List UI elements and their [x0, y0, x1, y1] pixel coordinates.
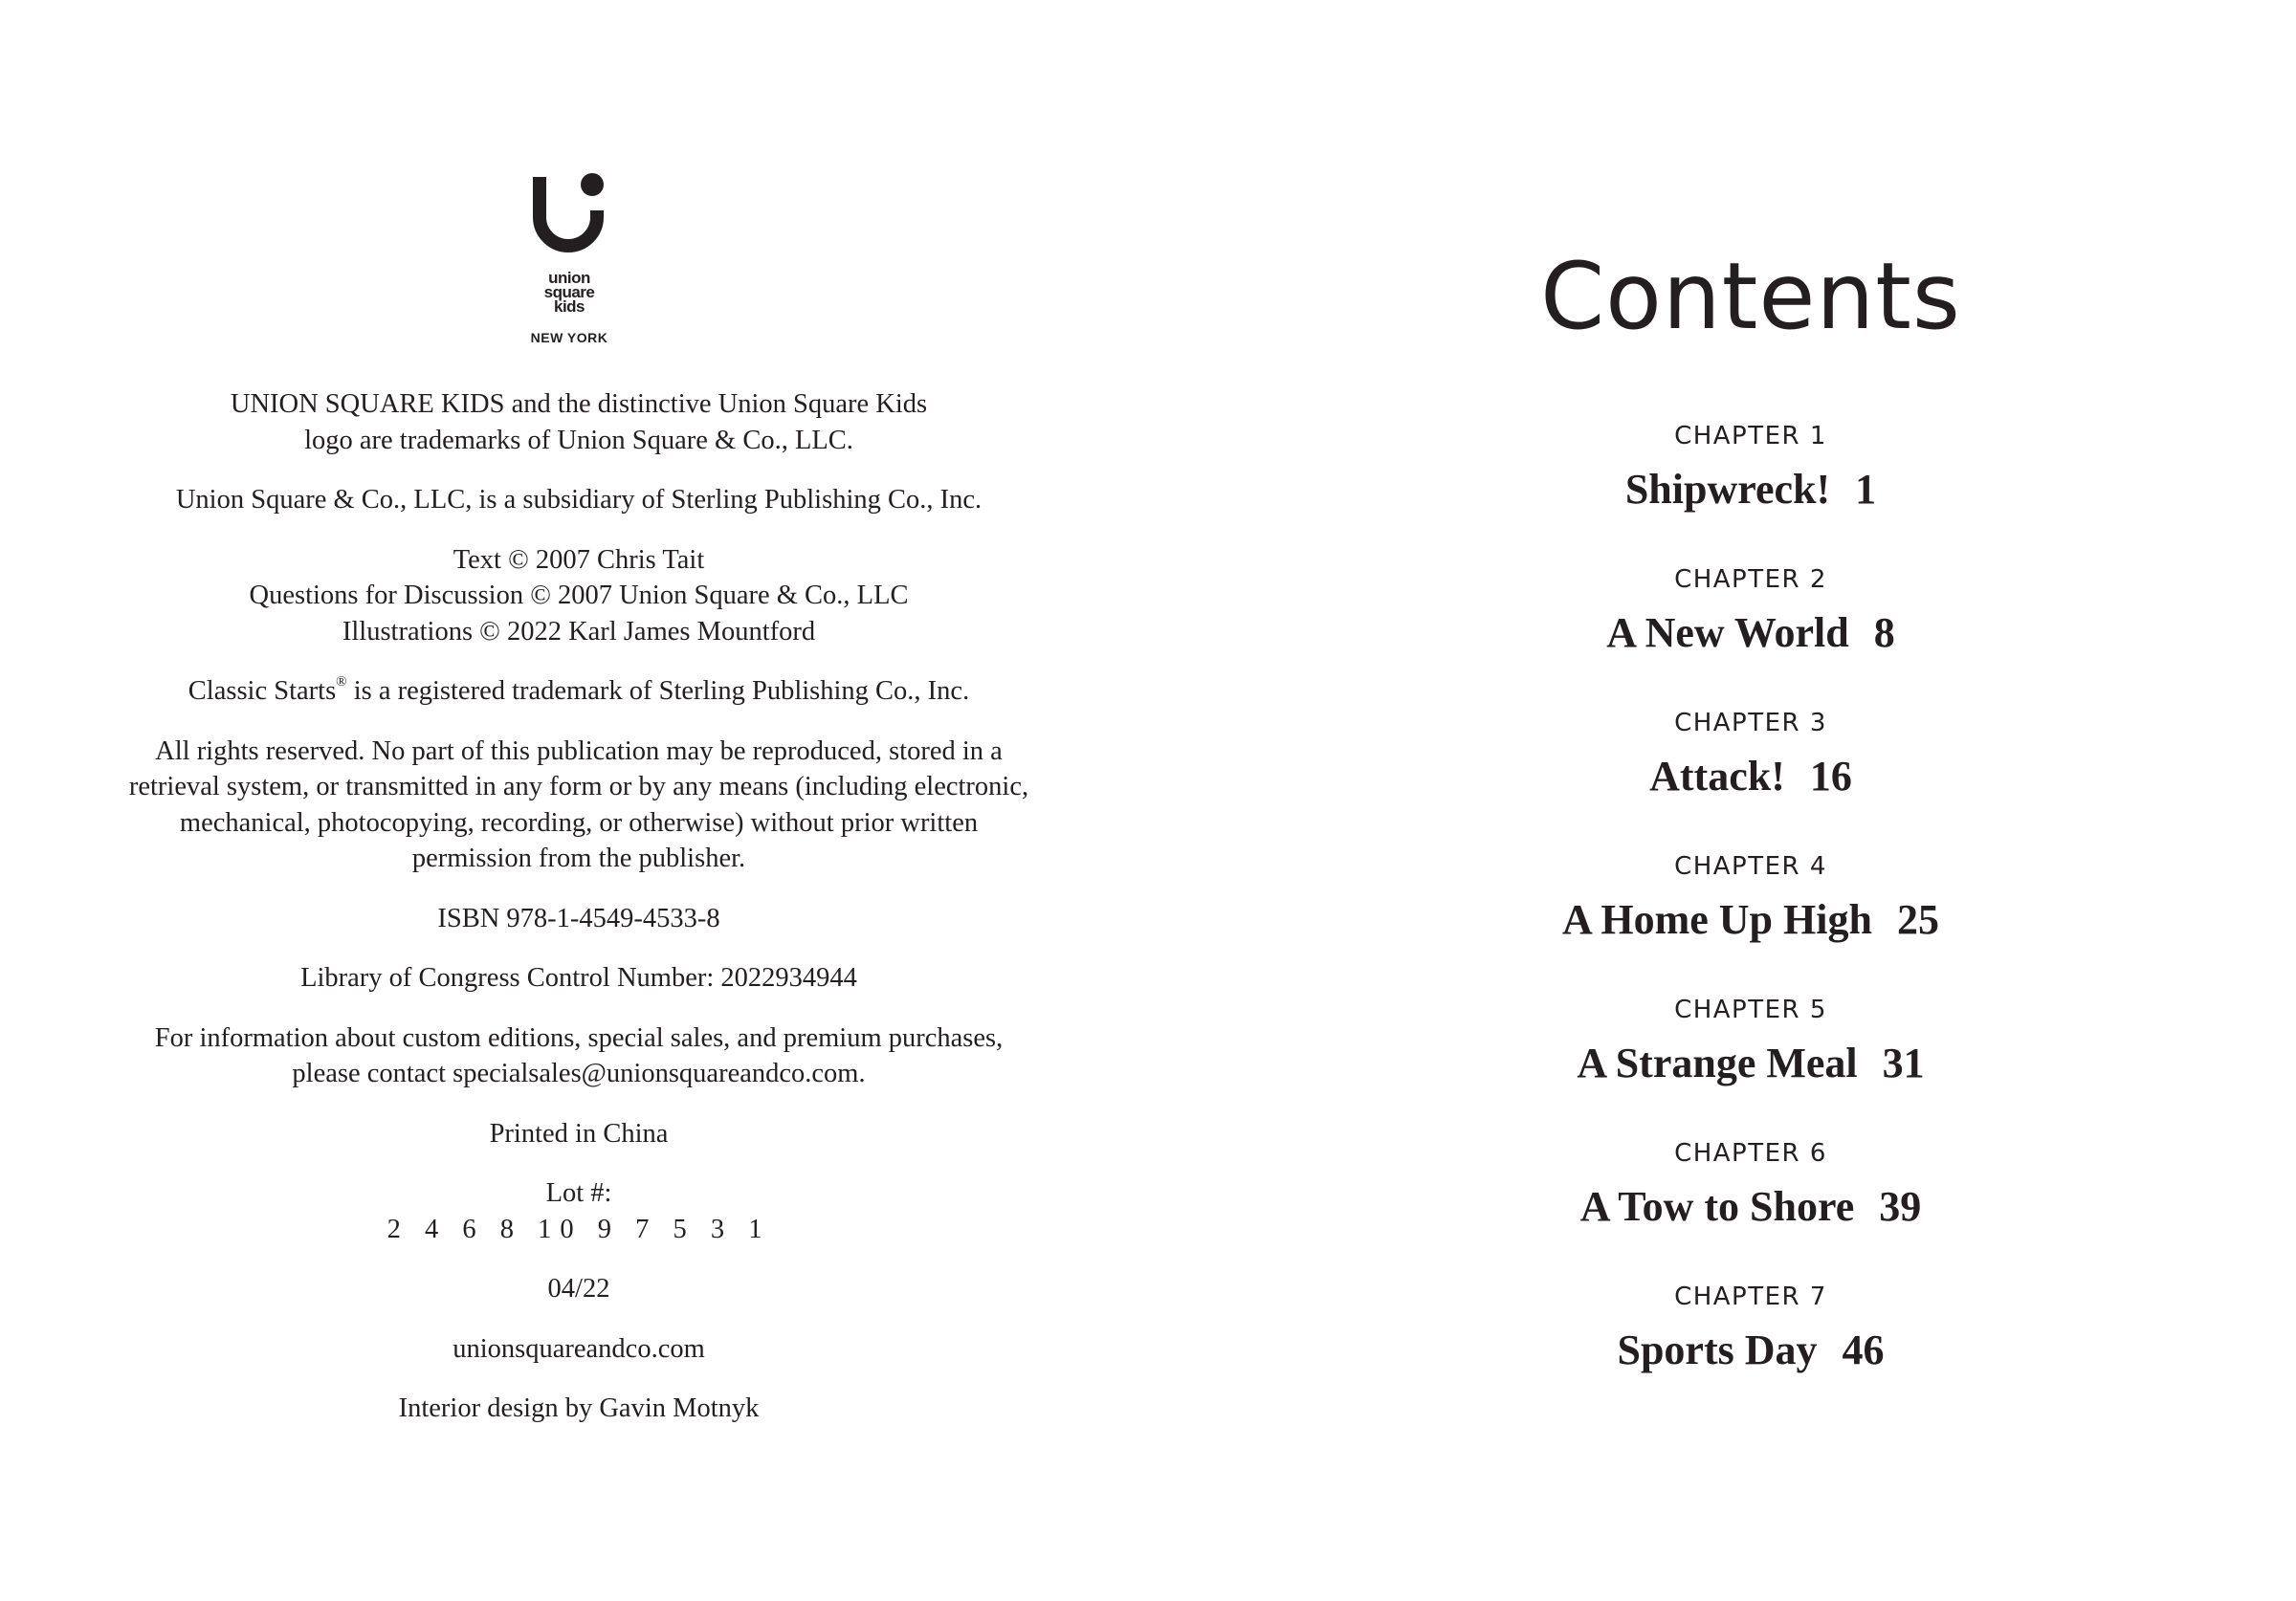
- chapter-entry: [1358, 1136, 2143, 1234]
- chapter-label: CHAPTER 1: [1674, 422, 1827, 450]
- registered-mark: ®: [336, 673, 347, 690]
- publisher-logo: [512, 167, 627, 349]
- copyright-text: [86, 386, 1071, 1451]
- credit-line: Questions for Discussion © 2007 Union Square & Co., LLC: [249, 581, 909, 610]
- subsidiary-notice: [86, 482, 1071, 518]
- rights-line: permission from the publisher.: [411, 844, 746, 873]
- chapter-page-number: 39: [1879, 1183, 1922, 1230]
- chapter-title: [1358, 606, 2143, 660]
- date-code: [86, 1271, 1071, 1307]
- logo-word-kids: kids: [553, 297, 585, 316]
- contents-page: [1358, 0, 2143, 1601]
- logo-city: NEW YORK: [530, 330, 608, 345]
- chapter-name: Sports Day: [1617, 1327, 1818, 1373]
- chapter-title: [1358, 893, 2143, 947]
- contents-title: Contents: [1540, 243, 1961, 350]
- rights-notice: [86, 734, 1071, 877]
- lccn-line: Library of Congress Control Number: 2022934944: [300, 963, 857, 993]
- chapter-name: Attack!: [1649, 753, 1785, 800]
- rights-line: retrieval system, or transmitted in any form or by any means (including electronic,: [128, 772, 1029, 801]
- rights-line: mechanical, photocopying, recording, or otherwise) without prior written: [179, 807, 979, 838]
- trademark-line: UNION SQUARE KIDS and the distinctive Union Square Kids: [230, 389, 928, 419]
- chapter-label: CHAPTER 4: [1674, 852, 1827, 881]
- isbn: [86, 901, 1071, 937]
- chapter-label: CHAPTER 3: [1674, 709, 1827, 737]
- logo-word-square: square: [543, 283, 595, 301]
- classic-starts-name: Classic Starts: [188, 676, 337, 706]
- classic-starts-notice: [86, 673, 1071, 710]
- chapter-page-number: 16: [1809, 753, 1852, 800]
- credit-line: Text © 2007 Chris Tait: [453, 544, 705, 575]
- chapter-label: CHAPTER 5: [1674, 996, 1827, 1024]
- chapter-title: [1358, 1324, 2143, 1377]
- chapter-name: A New World: [1606, 609, 1849, 656]
- chapter-entry: [1358, 993, 2143, 1090]
- isbn-line: ISBN 978-1-4549-4533-8: [437, 903, 720, 933]
- sales-notice: [86, 1020, 1071, 1092]
- design-credit-line: Interior design by Gavin Motnyk: [398, 1393, 760, 1423]
- chapter-title: [1358, 1180, 2143, 1234]
- sales-line: please contact specialsales@unionsquareandco.com.: [292, 1059, 866, 1088]
- chapter-page-number: 31: [1882, 1040, 1925, 1086]
- lot-label: Lot #:: [545, 1178, 612, 1208]
- chapter-name: A Strange Meal: [1577, 1040, 1858, 1086]
- chapter-entry: [1358, 706, 2143, 803]
- lot-notice: [86, 1175, 1071, 1247]
- date-code-line: 04/22: [547, 1274, 610, 1304]
- rights-line: All rights reserved. No part of this publication may be reproduced, stored in a: [155, 735, 1003, 766]
- credits-notice: [86, 542, 1071, 650]
- chapter-page-number: 8: [1873, 609, 1895, 656]
- chapter-entry: [1358, 1280, 2143, 1377]
- lot-numbers: 2 4 6 8 10 9 7 5 3 1: [386, 1214, 771, 1244]
- chapter-label: CHAPTER 7: [1674, 1283, 1827, 1311]
- credit-line: Illustrations © 2022 Karl James Mountford: [342, 616, 816, 647]
- chapter-name: A Home Up High: [1562, 896, 1872, 943]
- sales-line: For information about custom editions, special sales, and premium purchases,: [154, 1022, 1004, 1053]
- subsidiary-line: Union Square & Co., LLC, is a subsidiary of Sterling Publishing Co., Inc.: [175, 485, 982, 515]
- classic-starts-rest: is a registered trademark of Sterling Publishing Co., Inc.: [346, 676, 970, 706]
- classic-starts-line: [86, 673, 1071, 710]
- printed-line: Printed in China: [489, 1118, 669, 1149]
- chapter-entry: [1358, 419, 2143, 516]
- chapter-title: [1358, 750, 2143, 803]
- chapter-page-number: 46: [1842, 1327, 1885, 1373]
- chapter-name: Shipwreck!: [1624, 466, 1831, 513]
- chapter-label: CHAPTER 6: [1674, 1139, 1827, 1168]
- union-square-kids-logo-icon: [531, 167, 607, 253]
- trademark-notice: [86, 386, 1071, 458]
- printed-notice: [86, 1116, 1071, 1152]
- chapter-entry: [1358, 562, 2143, 660]
- chapter-page-number: 25: [1896, 896, 1939, 943]
- chapter-label: CHAPTER 2: [1674, 565, 1827, 594]
- design-credit: [86, 1391, 1071, 1427]
- website: [86, 1331, 1071, 1368]
- copyright-page: [86, 0, 1071, 1601]
- chapter-title: [1358, 463, 2143, 516]
- chapter-title: [1358, 1037, 2143, 1090]
- logo-word-union: union: [548, 269, 590, 287]
- lccn: [86, 960, 1071, 997]
- chapter-entry: [1358, 849, 2143, 947]
- chapter-page-number: 1: [1855, 466, 1877, 513]
- trademark-line: logo are trademarks of Union Square & Co., LLC.: [304, 425, 853, 455]
- chapter-name: A Tow to Shore: [1579, 1183, 1855, 1230]
- website-line: unionsquareandco.com: [453, 1333, 705, 1364]
